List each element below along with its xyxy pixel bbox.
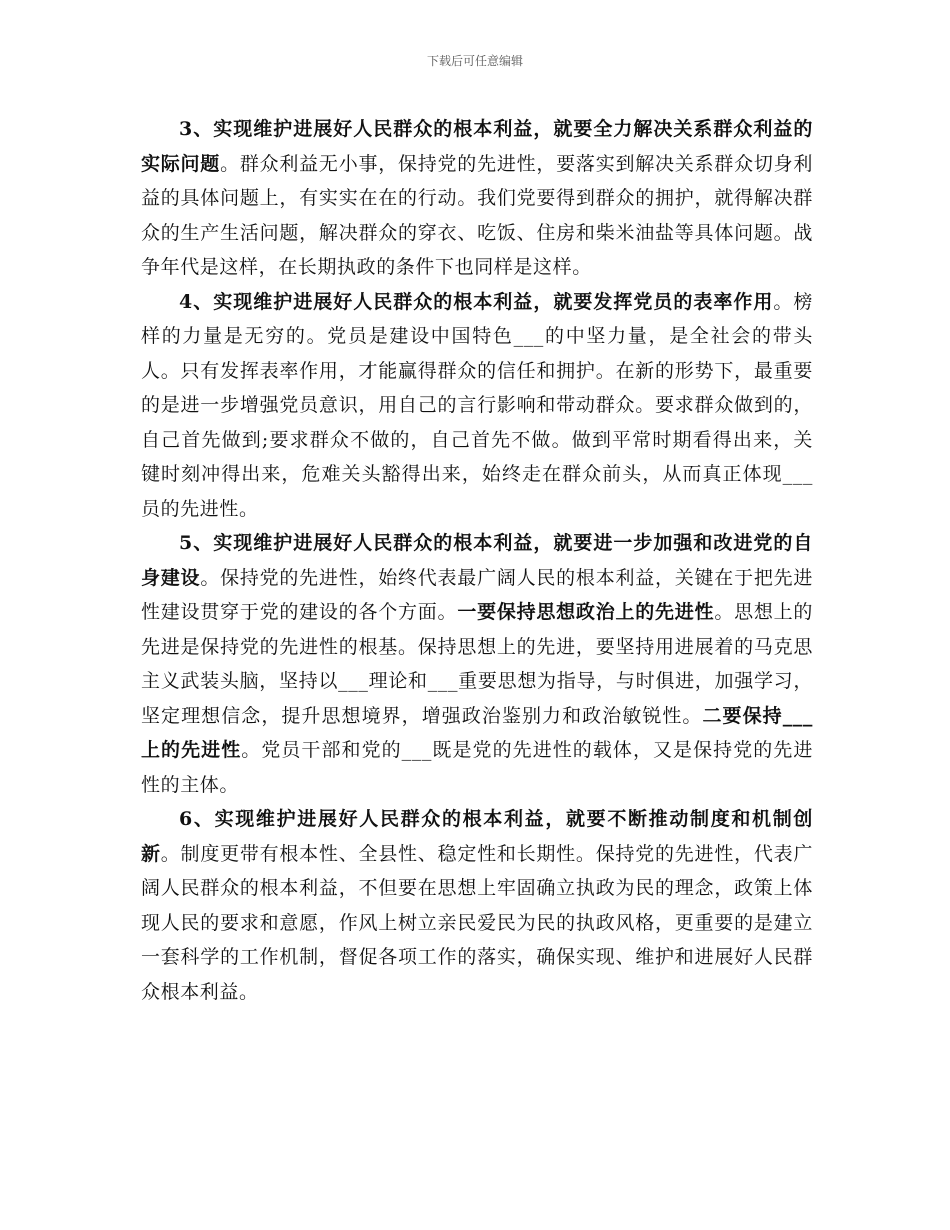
paragraph-5-heading: 5、实现维护进展好人民群众的根本利益，就要进一步加强和改进党的自身建设 — [141, 532, 813, 589]
document-body — [141, 112, 813, 1009]
paragraph-5-body-1: 。保持党的先进性，始终代表最广阔人民的根本利益，关键在于把先进性建设贯穿于党的建设的各个方面。 — [141, 566, 813, 623]
paragraph-5-bold-1: 一要保持思想政治上的先进性 — [457, 601, 715, 623]
paragraph-4-body: 。榜样的力量是无穷的。党员是建设中国特色___的中坚力量，是全社会的带头人。只有发挥表率作用，才能赢得群众的信任和拥护。在新的形势下，最重要的是进一步增强党员意识，用自己的言行影响和带动群众。要求群众做到的，自己首先做到;要求群众不做的，自己首先不做。做到平常时期看得出来，关键时刻冲得出来，危难关头豁得出来，始终走在群众前头，从而真正体现___员的先进性。 — [141, 290, 813, 520]
paragraph-5 — [141, 526, 813, 802]
paragraph-3 — [141, 112, 813, 285]
paragraph-6-heading: 6、实现维护进展好人民群众的根本利益，就要不断推动制度和机制创新 — [141, 808, 813, 865]
paragraph-6 — [141, 802, 813, 1009]
paragraph-5-bold-2: 二要保持___上的先进性 — [141, 704, 813, 761]
paragraph-3-body: 。群众利益无小事，保持党的先进性，要落实到解决关系群众切身利益的具体问题上，有实实在在的行动。我们党要得到群众的拥护，就得解决群众的生产生活问题，解决群众的穿衣、吃饭、住房和柴米油盐等具体问题。战争年代是这样，在长期执政的条件下也同样是这样。 — [141, 152, 813, 278]
page-header: 下载后可任意编辑 — [426, 54, 523, 68]
paragraph-5-body-3: 。党员干部和党的___既是党的先进性的载体，又是保持党的先进性的主体。 — [141, 739, 813, 796]
paragraph-6-body: 。制度更带有根本性、全县性、稳定性和长期性。保持党的先进性，代表广阔人民群众的根本利益，不但要在思想上牢固确立执政为民的理念，政策上体现人民的要求和意愿，作风上树立亲民爱民为民的执政风格，更重要的是建立一套科学的工作机制，督促各项工作的落实，确保实现、维护和进展好人民群众根本利益。 — [141, 842, 813, 1003]
paragraph-5-body-2: 。思想上的先进是保持党的先进性的根基。保持思想上的先进，要坚持用进展着的马克思主义武装头脑，坚持以___理论和___重要思想为指导，与时俱进，加强学习，坚定理想信念，提升思想境界，增强政治鉴别力和政治敏锐性。 — [141, 601, 813, 727]
paragraph-4 — [141, 285, 813, 527]
paragraph-3-heading: 3、实现维护进展好人民群众的根本利益，就要全力解决关系群众利益的实际问题 — [141, 118, 813, 175]
paragraph-4-heading: 4、实现维护进展好人民群众的根本利益，就要发挥党员的表率作用 — [179, 290, 774, 313]
